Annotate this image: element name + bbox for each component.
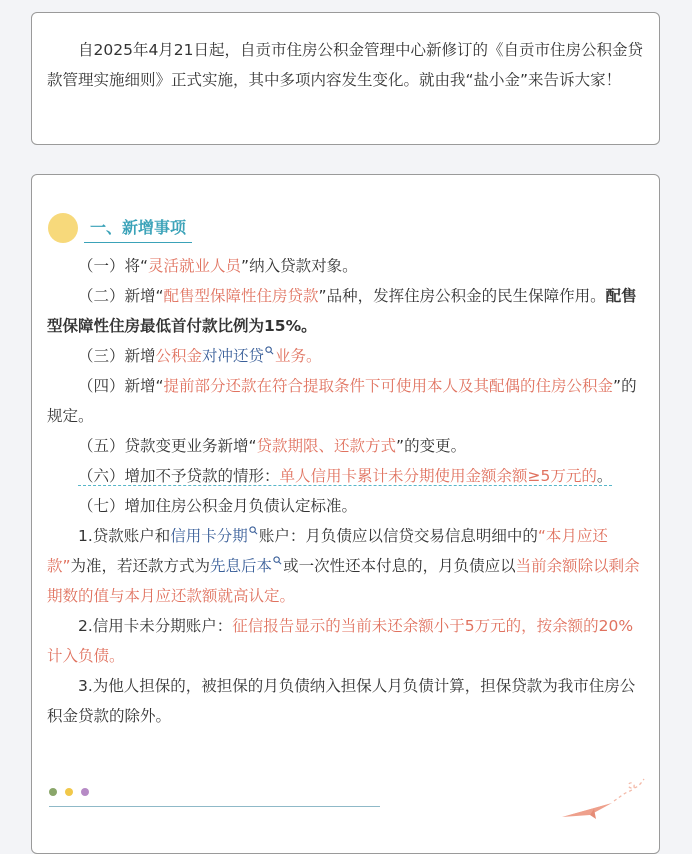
item-4-highlight: 提前部分还款在符合提取条件下可使用本人及其配偶的住房公积金 [163, 377, 614, 395]
section-underline [84, 242, 192, 243]
item-4-text-a: （四）新增“ [78, 377, 164, 395]
item-6-text-a: （六）增加不予贷款的情形： [78, 467, 280, 485]
sub-item-1-text-c: 账户：月负债应以信贷交易信息明细中的 [258, 527, 538, 545]
item-5-text-c: ”的变更。 [396, 437, 467, 455]
item-2-text-a: （二）新增“ [78, 287, 164, 305]
item-3-text-d: 业务。 [275, 347, 322, 365]
search-icon[interactable] [265, 346, 274, 355]
item-4 [47, 371, 646, 431]
footer-dots [49, 788, 109, 800]
item-2 [47, 281, 646, 341]
sub-item-1-highlight-1: “本月应还款” [47, 527, 608, 575]
section-header [48, 213, 348, 247]
sub-item-3: 3.为他人担保的，被担保的月负债纳入担保人月负债计算，担保贷款为我市住房公积金贷款的除外。 [47, 677, 636, 725]
footer-dot-purple [81, 788, 89, 796]
section-dot-icon [48, 213, 78, 243]
section-title: 一、新增事项 [90, 218, 187, 237]
search-icon[interactable] [273, 556, 282, 565]
item-2-bold: 配售型保障性住房最低首付款比例为15%。 [47, 287, 637, 335]
sub-item-1-search-link-2[interactable]: 先息后本 [210, 557, 273, 575]
item-1 [47, 251, 646, 281]
sub-item-1-highlight-2: 当前余额除以剩余期数的值与本月应还款额就高认定。 [47, 557, 640, 605]
sub-item-1-text-g: 或一次性还本付息的，月负债应以 [283, 557, 516, 575]
content-card [31, 174, 660, 854]
item-4-text-c: ”的规定。 [47, 377, 637, 425]
intro-paragraph: 自2025年4月21日起，自贡市住房公积金管理中心新修订的《自贡市住房公积金贷款管理实施细则》正式实施，其中多项内容发生变化。就由我“盐小金”来告诉大家！ [47, 41, 644, 89]
item-6-text-c: 。 [596, 467, 613, 485]
item-5 [47, 431, 646, 461]
item-6-highlight: 单人信用卡累计未分期使用金额余额≥5万元的 [279, 467, 597, 485]
item-3-highlight: 公积金 [155, 347, 203, 365]
item-5-text-a: （五）贷款变更业务新增“ [78, 437, 257, 455]
sub-item-1-text-e: 为准，若还款方式为 [70, 557, 211, 575]
item-3-text-a: （三）新增 [78, 347, 156, 365]
sub-item-2-text-a: 2.信用卡未分期账户： [78, 617, 233, 635]
item-1-text-a: （一）将“ [78, 257, 149, 275]
paper-plane-icon [560, 773, 646, 821]
sub-item-2 [47, 611, 646, 671]
sub-item-1-search-link-1[interactable]: 信用卡分期 [170, 527, 248, 545]
item-3 [47, 341, 646, 371]
sub-item-1 [47, 521, 646, 611]
item-2-text-c: ”品种，发挥住房公积金的民生保障作用。 [318, 287, 606, 305]
item-3-search-link[interactable]: 对冲还贷 [202, 347, 265, 365]
item-1-text-c: ”纳入贷款对象。 [241, 257, 358, 275]
search-icon[interactable] [249, 526, 258, 535]
item-1-highlight: 灵活就业人员 [148, 257, 242, 275]
article-body [47, 251, 646, 731]
item-7: （七）增加住房公积金月负债认定标准。 [78, 497, 358, 515]
item-6 [47, 461, 646, 491]
item-5-highlight: 贷款期限、还款方式 [256, 437, 397, 455]
footer-dot-green [49, 788, 57, 796]
item-6-underlined [78, 467, 612, 486]
footer-divider [49, 806, 380, 807]
footer-dot-yellow [65, 788, 73, 796]
sub-item-2-highlight: 征信报告显示的当前未还余额小于5万元的，按余额的20%计入负债。 [47, 617, 634, 665]
intro-card [31, 12, 660, 145]
item-2-highlight: 配售型保障性住房贷款 [163, 287, 319, 305]
sub-item-1-text-a: 1.贷款账户和 [78, 527, 171, 545]
